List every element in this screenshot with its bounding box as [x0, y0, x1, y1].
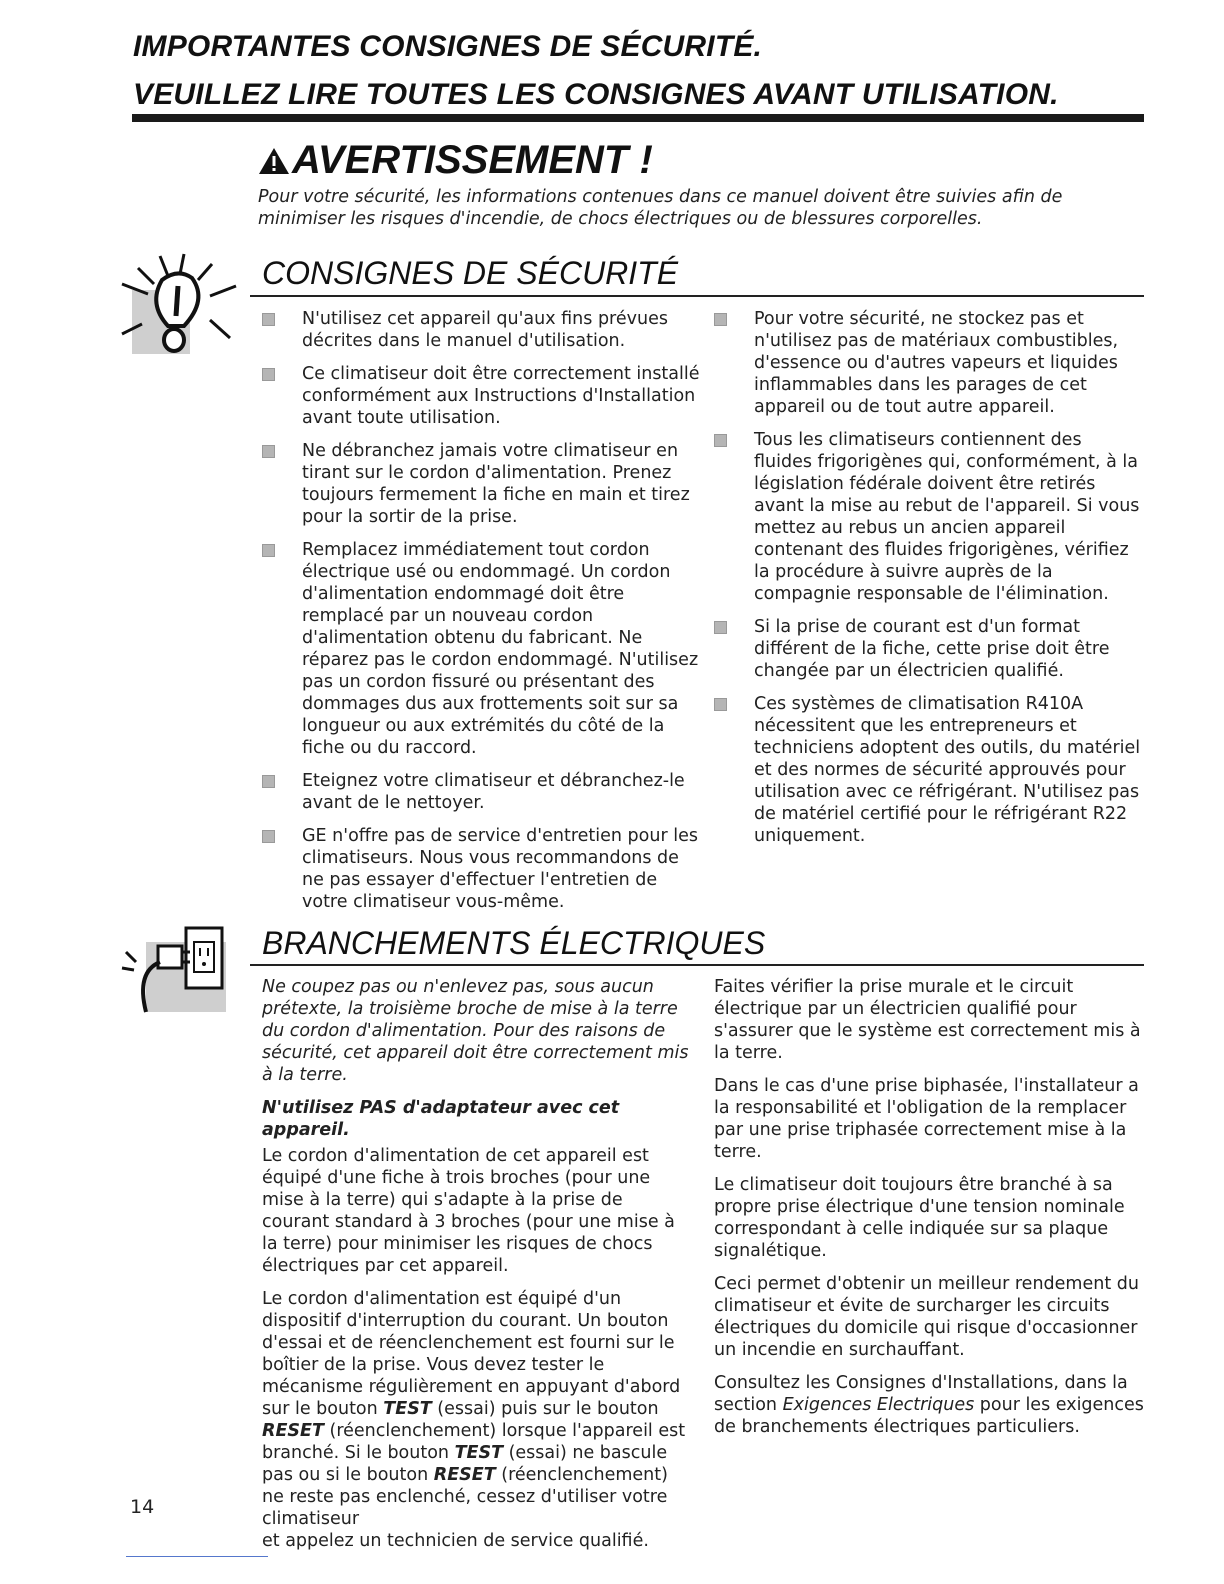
dedicated-outlet-paragraph: Le climatiseur doit toujours être branché à sa propre prise électrique d'une tension nominale correspondant à celle indiquée sur sa plaque signalétique.: [714, 1175, 1125, 1261]
three-prong-paragraph: Le cordon d'alimentation de cet appareil est équipé d'une fiche à trois broches (pour une mise à la terre) qui s'adapte à la prise de courant standard à 3 broches (pour une mise à la terre) pour minimiser les risques de chocs électriques par cet appareil.: [262, 1146, 675, 1276]
list-item: Eteignez votre climatiseur et débranchez-le avant de le nettoyer.: [262, 770, 702, 814]
warning-triangle-icon: [258, 146, 290, 176]
electrical-section-title: BRANCHEMENTS ÉLECTRIQUES: [262, 925, 766, 961]
square-bullet-icon: [714, 313, 727, 326]
electrical-right-column: [714, 976, 1144, 1449]
square-bullet-icon: [714, 698, 727, 711]
header-rule: [132, 114, 1144, 122]
two-prong-paragraph: Dans le cas d'une prise biphasée, l'installateur a la responsabilité et l'obligation de la remplacer par une prise triphasée correctement mise à la terre.: [714, 1076, 1139, 1162]
list-item: GE n'offre pas de service d'entretien pour les climatiseurs. Nous vous recommandons de ne pas essayer d'effectuer l'entretien de votre climatiseur vous-même.: [262, 825, 702, 913]
safety-section-title: CONSIGNES DE SÉCURITÉ: [262, 255, 679, 291]
list-item: Ce climatiseur doit être correctement installé conformément aux Instructions d'Installation avant toute utilisation.: [262, 363, 702, 429]
test-label: TEST: [454, 1443, 504, 1463]
list-item: Pour votre sécurité, ne stockez pas et n'utilisez pas de matériaux combustibles, d'essence ou d'autres vapeurs et liquides inflammables dans les parages de cet appareil ou de tout autre appareil.: [714, 308, 1144, 418]
safety-right-list: [714, 308, 1144, 858]
electrical-plug-icon: [116, 912, 236, 1022]
square-bullet-icon: [262, 368, 275, 381]
header-line-2: VEUILLEZ LIRE TOUTES LES CONSIGNES AVANT UTILISATION.: [133, 78, 1059, 111]
square-bullet-icon: [262, 830, 275, 843]
square-bullet-icon: [262, 313, 275, 326]
outlet-check-paragraph: Faites vérifier la prise murale et le circuit électrique par un électricien qualifié pour s'assurer que le système est correctement mis à la terre.: [714, 977, 1141, 1063]
safety-lightbulb-icon: [118, 240, 258, 360]
electrical-rule: [250, 964, 1144, 966]
electrical-left-column: [262, 976, 692, 1563]
ground-pin-warning: Ne coupez pas ou n'enlevez pas, sous aucun prétexte, la troisième broche de mise à la terre du cordon d'alimentation. Pour des raisons de sécurité, cet appareil doit être correctement mis à la terre.: [262, 977, 689, 1085]
list-item: Ne débranchez jamais votre climatiseur en tirant sur le cordon d'alimentation. Prenez toujours fermement la fiche en main et tirez pour la sortir de la prise.: [262, 440, 702, 528]
square-bullet-icon: [262, 544, 275, 557]
square-bullet-icon: [262, 445, 275, 458]
square-bullet-icon: [714, 621, 727, 634]
square-bullet-icon: [262, 775, 275, 788]
test-label: TEST: [383, 1399, 432, 1419]
list-item: Tous les climatiseurs contiennent des fluides frigorigènes qui, conformément, à la législation fédérale doivent être retirés avant la mise au rebut de l'appareil. Si vous mettez au rebus un ancien appareil contenant des fluides frigorigènes, vérifiez la procédure à suivre auprès de la compagnie responsable de l'élimination.: [714, 429, 1144, 605]
reset-label: RESET: [433, 1465, 496, 1485]
list-item: N'utilisez cet appareil qu'aux fins prévues décrites dans le manuel d'utilisation.: [262, 308, 702, 352]
header-line-1: IMPORTANTES CONSIGNES DE SÉCURITÉ.: [133, 30, 763, 63]
warning-title: [258, 138, 653, 183]
adapter-warning: N'utilisez PAS d'adaptateur avec cet appareil.: [262, 1098, 620, 1140]
list-item: Ces systèmes de climatisation R410A nécessitent que les entrepreneurs et techniciens adoptent des outils, du matériel et des normes de sécurité approuvés pour utilisation avec ce réfrigérant. N'utilisez pas de matériel certifié pour le réfrigérant R22 uniquement.: [714, 693, 1144, 847]
reset-label: RESET: [262, 1421, 324, 1441]
safety-rule: [250, 295, 1144, 297]
page-number: 14: [130, 1496, 155, 1518]
warning-body: Pour votre sécurité, les informations contenues dans ce manuel doivent être suivies afin de minimiser les risques d'incendie, de chocs électriques ou de blessures corporelles.: [258, 187, 1063, 229]
test-reset-paragraph-end: et appelez un technicien de service qualifié.: [262, 1531, 649, 1551]
warning-title-text: AVERTISSEMENT !: [292, 138, 653, 182]
installation-reference-paragraph: Consultez les Consignes d'Installations, dans la section Exigences Electriques pour les exigences de branchements électriques particuliers.: [714, 1373, 1144, 1437]
square-bullet-icon: [714, 434, 727, 447]
footer-divider: [126, 1556, 268, 1557]
list-item: Remplacez immédiatement tout cordon électrique usé ou endommagé. Un cordon d'alimentation endommagé doit être remplacé par un nouveau cordon d'alimentation obtenu du fabricant. Ne réparez pas le cordon endommagé. N'utilisez pas un cordon fissuré ou présentant des dommages dus aux frottements soit sur sa longueur ou aux extrémités du côté de la fiche ou du raccord.: [262, 539, 702, 759]
performance-paragraph: Ceci permet d'obtenir un meilleur rendement du climatiseur et évite de surcharger les circuits électriques du domicile qui risque d'occasionner un incendie en surchauffant.: [714, 1274, 1139, 1360]
test-reset-paragraph: Le cordon d'alimentation est équipé d'un dispositif d'interruption du courant. Un bouton d'essai et de réenclenchement est fourni sur le boîtier de la prise. Vous devez tester le mécanisme régulièrement en appuyant d'abord sur le bouton TEST (essai) puis sur le bouton RESET (réenclenchement) lorsque l'appareil est branché. Si le bouton TEST (essai) ne bascule pas ou si le bouton RESET (réenclenchement) ne reste pas enclenché, cessez d'utiliser votre climatiseur: [262, 1289, 686, 1529]
safety-left-list: [262, 308, 702, 924]
list-item: Si la prise de courant est d'un format différent de la fiche, cette prise doit être changée par un électricien qualifié.: [714, 616, 1144, 682]
